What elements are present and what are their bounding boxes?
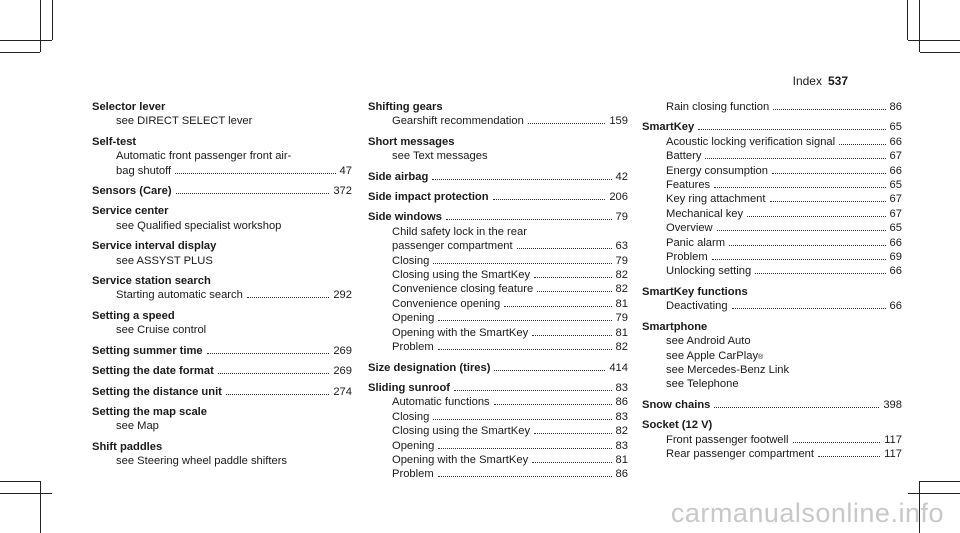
dot-leader <box>207 353 330 354</box>
index-subentry <box>368 311 628 325</box>
dot-leader <box>433 419 611 420</box>
page-reference: 63 <box>615 240 628 253</box>
entry-title: Sliding sunroof <box>368 381 451 394</box>
index-entry <box>368 135 628 164</box>
dot-leader <box>494 370 605 371</box>
index-entry <box>642 120 902 278</box>
index-subentry <box>642 164 902 178</box>
page-reference: 67 <box>889 150 902 163</box>
crop-mark <box>52 0 53 40</box>
index-subentry <box>642 178 902 192</box>
index-column-1 <box>92 100 352 469</box>
dot-leader <box>534 433 612 434</box>
subentry-text: Child safety lock in the rear <box>392 225 527 238</box>
subentry-text: Opening <box>392 439 435 452</box>
dot-leader <box>717 230 886 231</box>
subentry-text: see Android Auto <box>666 335 751 348</box>
entry-title: Socket (12 V) <box>642 419 713 432</box>
subentry-text: Rear passenger compartment <box>666 447 814 460</box>
page-reference: 79 <box>615 211 628 224</box>
entry-title: Shifting gears <box>368 101 443 113</box>
dot-leader <box>839 144 885 145</box>
index-entry-heading <box>368 170 628 184</box>
index-entry <box>92 100 352 129</box>
page-reference: 398 <box>883 398 902 411</box>
index-entry <box>92 274 352 303</box>
page-reference: 81 <box>615 326 628 339</box>
entry-title: Setting the distance unit <box>92 385 222 398</box>
index-entry-heading <box>92 100 352 114</box>
crop-mark <box>907 0 908 40</box>
page-reference: 65 <box>889 179 902 192</box>
dot-leader <box>494 404 612 405</box>
entry-title: Size designation (tires) <box>368 361 491 374</box>
index-subentry <box>368 282 628 296</box>
index-subentry: see Apple CarPlay ® <box>666 349 764 362</box>
index-subentry <box>368 326 628 340</box>
subentry-text: Closing using the SmartKey <box>392 269 531 282</box>
dot-leader <box>755 273 885 274</box>
subentry-text: see Mercedes-Benz Link <box>666 363 790 376</box>
index-subentry <box>368 297 628 311</box>
index-subentry <box>92 323 352 337</box>
page-reference: 269 <box>333 344 352 357</box>
entry-title: Smartphone <box>642 320 708 333</box>
page-reference: 86 <box>615 396 628 409</box>
page-reference: 65 <box>889 222 902 235</box>
subentry-text: Rain closing function <box>666 101 770 113</box>
index-subentry <box>92 114 352 128</box>
index-subentry <box>642 334 902 348</box>
index-entry <box>642 285 902 314</box>
index-subentry <box>368 114 628 128</box>
page-reference: 292 <box>333 289 352 302</box>
subentry-text: Opening with the SmartKey <box>392 326 529 339</box>
index-entry-heading <box>92 440 352 454</box>
index-subentry <box>368 239 628 253</box>
entry-title: SmartKey functions <box>642 285 748 298</box>
index-subentry <box>642 363 902 377</box>
subentry-text: Starting automatic search <box>116 289 243 302</box>
page-reference: 83 <box>615 439 628 452</box>
index-entry <box>92 440 352 469</box>
dot-leader <box>770 201 886 202</box>
index-subentry <box>368 467 628 481</box>
crop-mark <box>0 481 40 482</box>
index-entry-heading <box>92 239 352 253</box>
page-header <box>793 74 848 88</box>
index-entry-heading <box>368 381 628 395</box>
index-entry <box>92 204 352 233</box>
dot-leader <box>705 158 885 159</box>
index-entry-heading <box>642 398 902 412</box>
index-subentry <box>642 192 902 206</box>
subentry-text: Problem <box>392 468 434 481</box>
entry-title: Setting a speed <box>92 309 175 322</box>
subentry-text: see Steering wheel paddle shifters <box>116 455 288 468</box>
page-reference: 82 <box>615 341 628 354</box>
index-entry-heading <box>642 320 902 334</box>
index-subentry <box>368 225 628 239</box>
index-column-3 <box>642 100 902 461</box>
index-subentry <box>642 100 902 114</box>
subentry-text: Front passenger footwell <box>666 433 789 446</box>
crop-mark <box>919 0 920 52</box>
dot-leader <box>504 306 611 307</box>
page-reference: 82 <box>615 425 628 438</box>
page-reference: 117 <box>884 433 902 446</box>
entry-title: Service station search <box>92 275 211 288</box>
index-entry <box>368 210 628 354</box>
index-subentry <box>92 254 352 268</box>
entry-title: Shift paddles <box>92 440 163 453</box>
index-entry-heading <box>642 285 902 299</box>
index-entry <box>92 184 352 198</box>
index-entry <box>92 364 352 378</box>
index-entry-heading <box>92 385 352 399</box>
subentry-text: Mechanical key <box>666 207 744 220</box>
index-entry <box>368 381 628 482</box>
dot-leader <box>438 349 612 350</box>
crop-mark <box>920 52 960 53</box>
subentry-text: Automatic front passenger front air- <box>116 150 292 163</box>
dot-leader <box>454 390 612 391</box>
subentry-text: Convenience opening <box>392 297 501 310</box>
dot-leader <box>438 476 612 477</box>
page-reference: 274 <box>333 385 352 398</box>
dot-leader <box>712 259 886 260</box>
crop-mark <box>908 493 960 494</box>
crop-mark <box>0 493 52 494</box>
entry-title: Self-test <box>92 135 137 148</box>
subentry-text: see Qualified specialist workshop <box>116 219 282 232</box>
entry-title: Side airbag <box>368 170 429 183</box>
subentry-text: Closing <box>392 254 430 267</box>
subentry-text: Problem <box>392 341 434 354</box>
index-entry-heading <box>92 135 352 149</box>
page-reference: 83 <box>615 381 628 394</box>
subentry-text: see ASSYST PLUS <box>116 254 213 267</box>
page-reference: 66 <box>889 164 902 177</box>
entry-title: Setting summer time <box>92 344 203 357</box>
crop-mark <box>40 481 41 533</box>
subentry-text: passenger compartment <box>392 240 513 253</box>
dot-leader <box>772 173 886 174</box>
page-reference: 79 <box>615 254 628 267</box>
page-reference: 117 <box>884 447 902 460</box>
subentry-text: Deactivating <box>666 300 728 313</box>
index-subentry <box>92 149 352 163</box>
crop-mark <box>908 40 960 41</box>
index-entry <box>92 309 352 338</box>
index-entry <box>642 418 902 461</box>
subentry-text: see DIRECT SELECT lever <box>116 115 253 128</box>
subentry-text: Gearshift recommendation <box>392 115 524 128</box>
page-reference: 67 <box>889 207 902 220</box>
subentry-text: Opening with the SmartKey <box>392 453 529 466</box>
entry-title: Side windows <box>368 211 442 224</box>
index-entry-heading <box>92 309 352 323</box>
subentry-text: Unlocking setting <box>666 265 752 278</box>
index-entry-heading <box>368 210 628 224</box>
dot-leader <box>247 297 329 298</box>
index-subentry <box>368 439 628 453</box>
index-subentry <box>642 433 902 447</box>
page-reference: 414 <box>609 361 628 374</box>
entry-title: Short messages <box>368 135 455 148</box>
subentry-text: Problem <box>666 251 708 264</box>
header-label: Index <box>792 74 822 88</box>
index-entry <box>368 170 628 184</box>
index-entry-heading <box>92 204 352 218</box>
index-entry-heading <box>642 418 902 432</box>
subentry-text: Closing using the SmartKey <box>392 425 531 438</box>
page-reference: 159 <box>609 115 628 128</box>
page-number: 537 <box>827 74 848 88</box>
dot-leader <box>446 219 612 220</box>
index-subentry <box>642 207 902 221</box>
dot-leader <box>793 442 881 443</box>
dot-leader <box>433 263 611 264</box>
index-subentry <box>92 288 352 302</box>
watermark-text: carmanualsonline.info <box>670 498 944 528</box>
dot-leader <box>438 320 611 321</box>
index-entry-heading <box>368 135 628 149</box>
page-reference: 269 <box>333 365 352 378</box>
subentry-text: see Text messages <box>392 150 488 163</box>
index-entry <box>92 344 352 358</box>
index-subentry <box>92 419 352 433</box>
page-reference: 66 <box>889 300 902 313</box>
entry-title: SmartKey <box>642 121 695 134</box>
subentry-text: see Apple CarPlay <box>666 349 759 362</box>
subentry-text: Closing <box>392 410 430 423</box>
index-subentry <box>642 447 902 461</box>
page-reference: 81 <box>615 453 628 466</box>
index-entry <box>368 190 628 204</box>
index-subentry <box>368 424 628 438</box>
index-entry <box>368 100 628 129</box>
page-reference: 66 <box>889 236 902 249</box>
dot-leader <box>176 193 330 194</box>
dot-leader <box>818 456 880 457</box>
index-entry <box>92 239 352 268</box>
crop-mark <box>920 481 960 482</box>
page-reference: 372 <box>333 185 352 198</box>
index-subentry <box>368 149 628 163</box>
subentry-text: see Telephone <box>666 378 739 391</box>
index-entry <box>92 135 352 178</box>
dot-leader <box>729 245 885 246</box>
subentry-text: Overview <box>666 222 713 235</box>
dot-leader <box>747 216 885 217</box>
subentry-text: Energy consumption <box>666 164 768 177</box>
dot-leader <box>517 248 612 249</box>
dot-leader <box>773 109 885 110</box>
entry-title: Service center <box>92 205 169 218</box>
index-subentry <box>92 454 352 468</box>
index-entry <box>368 361 628 375</box>
index-subentry <box>642 135 902 149</box>
dot-leader <box>732 308 886 309</box>
index-subentry <box>368 254 628 268</box>
index-entry-heading <box>92 184 352 198</box>
index-entry <box>92 385 352 399</box>
subentry-text: Battery <box>666 150 702 163</box>
index-subentry <box>368 453 628 467</box>
index-subentry <box>368 395 628 409</box>
subentry-text: Opening <box>392 312 435 325</box>
index-entry-heading <box>92 344 352 358</box>
subentry-text: Automatic functions <box>392 396 490 409</box>
crop-mark <box>0 40 52 41</box>
index-subentry <box>92 219 352 233</box>
index-entry <box>642 100 902 114</box>
page-reference: 67 <box>889 193 902 206</box>
dot-leader <box>493 199 606 200</box>
dot-leader <box>218 373 330 374</box>
subentry-text: see Cruise control <box>116 324 207 337</box>
index-entry <box>92 405 352 434</box>
subentry-text: see Map <box>116 420 159 433</box>
index-subentry <box>92 164 352 178</box>
index-entry <box>642 320 902 392</box>
index-subentry <box>642 299 902 313</box>
subentry-text: Key ring attachment <box>666 193 766 206</box>
dot-leader <box>226 394 329 395</box>
page-reference: 83 <box>615 410 628 423</box>
dot-leader <box>175 173 335 174</box>
dot-leader <box>438 448 611 449</box>
subentry-text: Convenience closing feature <box>392 283 534 296</box>
page-reference: 66 <box>889 135 902 148</box>
entry-title: Setting the map scale <box>92 405 208 418</box>
index-entry-heading <box>92 274 352 288</box>
index-subentry <box>368 340 628 354</box>
page-reference: 86 <box>889 101 902 113</box>
dot-leader <box>432 179 611 180</box>
page-reference: 206 <box>609 191 628 204</box>
index-subentry <box>642 221 902 235</box>
page-reference: 81 <box>615 297 628 310</box>
page-reference: 65 <box>889 121 902 134</box>
dot-leader <box>532 335 611 336</box>
index-subentry <box>368 410 628 424</box>
entry-title: Snow chains <box>642 398 711 411</box>
page-reference: 79 <box>615 312 628 325</box>
index-entry <box>642 398 902 412</box>
entry-title: Selector lever <box>92 101 166 113</box>
entry-title: Side impact protection <box>368 191 489 204</box>
dot-leader <box>532 462 611 463</box>
dot-leader <box>537 291 611 292</box>
dot-leader <box>698 129 885 130</box>
crop-mark <box>0 52 40 53</box>
subentry-text: Acoustic locking verification signal <box>666 135 836 148</box>
page-reference: 66 <box>889 265 902 278</box>
dot-leader <box>528 123 606 124</box>
page-reference: 47 <box>339 164 352 177</box>
index-subentry <box>642 149 902 163</box>
index-entry-heading <box>92 405 352 419</box>
index-subentry <box>642 236 902 250</box>
dot-leader <box>534 277 612 278</box>
index-column-2 <box>368 100 628 482</box>
page-reference: 69 <box>889 251 902 264</box>
entry-title: Sensors (Care) <box>92 185 172 198</box>
subentry-text: bag shutoff <box>116 164 172 177</box>
subentry-text: Panic alarm <box>666 236 726 249</box>
index-subentry <box>368 268 628 282</box>
index-entry-heading <box>368 100 628 114</box>
index-entry-heading <box>92 364 352 378</box>
index-entry-heading <box>368 190 628 204</box>
index-subentry <box>642 250 902 264</box>
crop-mark <box>40 0 41 52</box>
dot-leader <box>714 187 885 188</box>
dot-leader <box>714 407 879 408</box>
page-reference: 86 <box>615 468 628 481</box>
entry-title: Setting the date format <box>92 365 214 378</box>
index-subentry <box>642 264 902 278</box>
index-entry-heading <box>642 120 902 134</box>
page-reference: 82 <box>615 269 628 282</box>
page-reference: 82 <box>615 283 628 296</box>
page-reference: 42 <box>615 170 628 183</box>
entry-title: Service interval display <box>92 240 217 253</box>
index-subentry <box>642 377 902 391</box>
subentry-text: Features <box>666 179 711 192</box>
index-entry-heading <box>368 361 628 375</box>
